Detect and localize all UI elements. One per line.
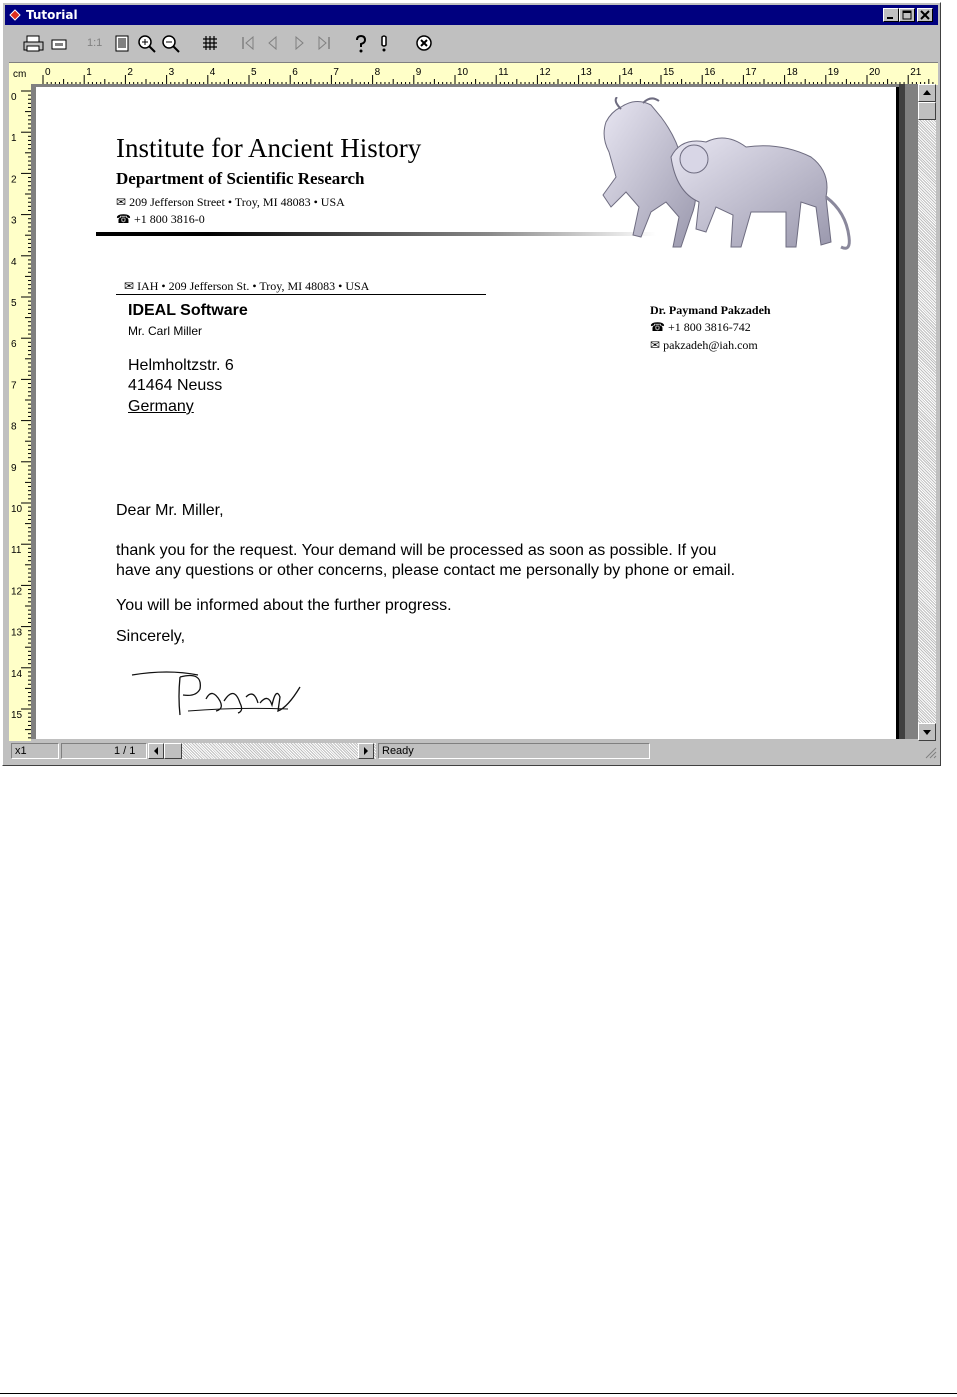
- ruler-h-label: 18: [786, 67, 798, 78]
- ruler-v-label: 3: [11, 215, 17, 227]
- ruler-v-label: 4: [11, 256, 17, 268]
- scroll-up-button[interactable]: [918, 84, 936, 102]
- ruler-h-label: 16: [704, 67, 716, 78]
- ruler-v-label: 12: [11, 586, 23, 598]
- return-address-text: IAH • 209 Jefferson St. • Troy, MI 48083 • USA: [137, 279, 370, 293]
- org-phone-text: +1 800 3816-0: [133, 212, 205, 226]
- ruler-h-label: 0: [45, 67, 51, 78]
- ruler-v-label: 2: [11, 174, 17, 186]
- ruler-v-label: 14: [11, 668, 23, 680]
- org-address: [116, 195, 345, 210]
- ruler-v-label: 6: [11, 339, 17, 351]
- ruler-h-label: 20: [869, 67, 881, 78]
- ruler-unit: cm: [13, 69, 27, 80]
- sender-email: [650, 338, 758, 353]
- resize-grip-icon[interactable]: [923, 745, 937, 759]
- org-phone: [116, 212, 205, 227]
- zoom-level: x1: [15, 745, 27, 757]
- prev-page-icon[interactable]: [263, 34, 283, 54]
- ruler-h-label: 8: [374, 67, 381, 78]
- recipient-name: Mr. Carl Miller: [128, 324, 202, 338]
- message-panel: [378, 743, 650, 759]
- status-message: Ready: [382, 745, 414, 757]
- sender-name: Dr. Paymand Pakzadeh: [650, 303, 771, 317]
- letter-page: [36, 87, 896, 739]
- return-address: [124, 279, 369, 294]
- horizontal-ruler: [9, 62, 938, 85]
- print-icon[interactable]: [23, 34, 43, 54]
- body-paragraph-2: You will be informed about the further progress.: [116, 597, 452, 614]
- preview-canvas[interactable]: [31, 84, 918, 739]
- maximize-button[interactable]: [899, 8, 915, 22]
- ruler-h-label: 3: [168, 67, 175, 78]
- body-line-2: have any questions or other concerns, please contact me personally by phone or email.: [116, 562, 736, 579]
- ruler-h-label: 17: [745, 67, 757, 78]
- zoom-panel: [11, 743, 59, 759]
- page-panel: [61, 743, 147, 759]
- grid-icon[interactable]: [201, 34, 221, 54]
- ruler-v-label: 13: [11, 627, 23, 639]
- ruler-h-label: 11: [498, 67, 509, 78]
- ruler-v-label: 5: [11, 298, 17, 309]
- zoom-out-icon[interactable]: [161, 34, 181, 54]
- window-title: Tutorial: [26, 8, 78, 22]
- vertical-ruler: [9, 84, 31, 741]
- sender-phone: [650, 320, 751, 335]
- recipient-street: Helmholtzstr. 6: [128, 357, 234, 374]
- h-scroll-thumb[interactable]: [164, 743, 182, 759]
- ruler-v-label: 9: [11, 462, 17, 474]
- info-icon[interactable]: [377, 34, 397, 54]
- full-page-icon[interactable]: [113, 34, 133, 54]
- actual-size-icon[interactable]: 1:1: [87, 37, 103, 49]
- recipient-country: Germany: [128, 398, 194, 415]
- ruler-h-label: 15: [663, 67, 675, 78]
- ruler-h-label: 6: [292, 67, 298, 78]
- ruler-h-label: 4: [209, 67, 216, 78]
- envelope-icon: ✉: [124, 279, 135, 293]
- phone-icon: ☎: [650, 320, 665, 334]
- toolbar: [5, 27, 938, 59]
- next-page-icon[interactable]: [291, 34, 311, 54]
- ruler-v-label: 10: [11, 504, 23, 515]
- page-bottom-rule: [0, 1393, 957, 1394]
- title-bar: [5, 5, 938, 25]
- ruler-v-label: 0: [11, 92, 17, 103]
- department: Department of Scientific Research: [116, 169, 365, 188]
- app-window: [2, 2, 941, 766]
- ruler-h-label: 21: [910, 67, 922, 78]
- signature-image: [128, 667, 308, 722]
- help-icon[interactable]: [353, 34, 373, 54]
- last-page-icon[interactable]: [315, 34, 335, 54]
- ruler-h-label: 2: [127, 67, 133, 78]
- zoom-in-icon[interactable]: [137, 34, 157, 54]
- first-page-icon[interactable]: [239, 34, 259, 54]
- scroll-left-button[interactable]: [148, 743, 164, 759]
- ruler-v-label: 1: [11, 133, 17, 145]
- ruler-v-label: 8: [11, 421, 17, 433]
- minimize-button[interactable]: [883, 8, 899, 22]
- page-shadow: [899, 84, 905, 739]
- close-window-button[interactable]: [917, 8, 933, 22]
- ruler-h-label: 13: [580, 67, 592, 78]
- salutation: Dear Mr. Miller,: [116, 502, 224, 519]
- app-icon: [9, 9, 21, 21]
- close-icon[interactable]: [415, 34, 435, 54]
- ruler-v-label: 7: [11, 380, 17, 392]
- org-name: Institute for Ancient History: [116, 133, 422, 163]
- vertical-scrollbar[interactable]: [918, 84, 936, 741]
- ruler-v-label: 11: [11, 545, 22, 557]
- ruler-h-label: 9: [415, 67, 422, 78]
- page-setup-icon[interactable]: [49, 34, 69, 54]
- body-line-1: thank you for the request. Your demand will be processed as soon as possible. If you: [116, 542, 717, 559]
- scroll-thumb[interactable]: [918, 102, 936, 120]
- ruler-h-label: 19: [827, 67, 839, 78]
- recipient-company: IDEAL Software: [128, 302, 248, 319]
- ruler-h-label: 7: [333, 67, 339, 78]
- sender-phone-text: +1 800 3816-742: [667, 320, 751, 334]
- return-address-rule: [116, 294, 486, 295]
- ruler-h-label: 5: [251, 67, 257, 78]
- scroll-right-button[interactable]: [358, 743, 374, 759]
- recipient-city: 41464 Neuss: [128, 377, 223, 394]
- page-indicator: 1 / 1: [114, 745, 136, 757]
- org-address-text: 209 Jefferson Street • Troy, MI 48083 • USA: [129, 195, 345, 209]
- scroll-down-button[interactable]: [918, 723, 936, 741]
- header-rule: [96, 232, 656, 236]
- ruler-h-label: 1: [86, 67, 92, 78]
- sender-email-text: pakzadeh@iah.com: [663, 338, 758, 352]
- ruler-h-label: 14: [621, 67, 633, 78]
- closing: Sincerely,: [116, 628, 186, 645]
- ruler-h-label: 12: [539, 67, 551, 78]
- ruler-v-label: 15: [11, 710, 23, 721]
- mail-icon: ✉: [650, 338, 661, 352]
- bull-lion-illustration: [581, 97, 871, 267]
- ruler-h-label: 10: [457, 67, 469, 78]
- status-bar: [5, 741, 938, 761]
- phone-icon: ☎: [116, 212, 131, 226]
- envelope-icon: ✉: [116, 195, 127, 209]
- horizontal-scrollbar[interactable]: [148, 743, 376, 759]
